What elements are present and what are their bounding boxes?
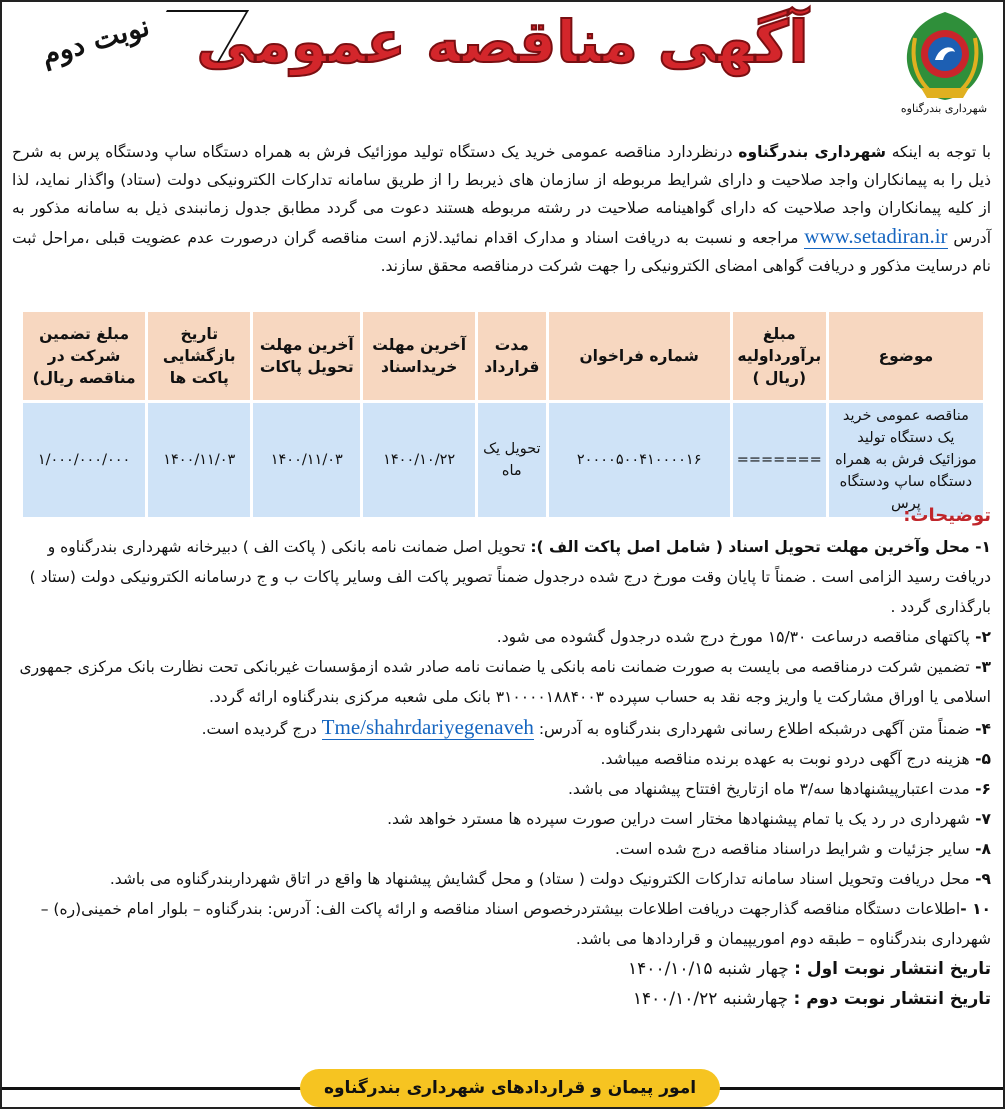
note-item: ۱- محل وآخرین مهلت تحویل اسناد ( شامل اصل پاکت الف ): تحویل اصل ضمانت نامه بانکی ( پاکت الف ) دبیرخانه شهرداری بندرگناوه و دریافت رسید الزامی است . ضمناً تا پایان وقت مورخ درج شده درجدول ضمناً تصویر پاکت الف وسایر پاکات ب و ج درسامانه الکترونیکی دولت (ستاد ) بارگذاری گردد .	[29, 538, 991, 616]
header-envelope-deadline: آخرین مهلت تحویل پاکات	[253, 312, 360, 400]
note-item: ۸- سایر جزئیات و شرایط دراسناد مناقصه درج شده است.	[614, 840, 991, 858]
note-item: ۱۰ -اطلاعات دستگاه مناقصه گذارجهت دریافت اطلاعات بیشتردرخصوص اسناد مناقصه و ارائه پاکت الف: آدرس: بندرگناوه – بلوار امام خمینی(ره) –شهرداری بندرگناوه – طبقه دوم اموریپیمان و قراردادها می باشد.	[40, 900, 991, 948]
organization-name: شهرداری بندرگناوه	[738, 143, 886, 161]
website-link[interactable]: www.setadiran.ir	[804, 224, 948, 248]
table-row	[23, 403, 983, 517]
cell-estimate: =======	[733, 403, 826, 517]
note-item: ۹- محل دریافت وتحویل اسناد سامانه تدارکات الکترونیک دولت ( ستاد) و محل گشایش پیشنهاد ها واقع در اتاق شهرداربندرگناوه می باشد.	[109, 870, 991, 888]
header-opening-date: تاریخ بازگشایی پاکت ها	[148, 312, 250, 400]
header-subject: موضوع	[829, 312, 983, 400]
cell-envelope-deadline: ۱۴۰۰/۱۱/۰۳	[253, 403, 360, 517]
note-item: ۲- پاکتهای مناقصه درساعت ۱۵/۳۰ مورخ درج شده درجدول گشوده می شود.	[496, 628, 991, 646]
note-item: ۵- هزینه درج آگهی دردو نوبت به عهده برنده مناقصه میباشد.	[600, 750, 991, 768]
tender-table	[20, 309, 986, 520]
cell-document-deadline: ۱۴۰۰/۱۰/۲۲	[363, 403, 475, 517]
cell-guarantee-amount: ۱/۰۰۰/۰۰۰/۰۰۰	[23, 403, 145, 517]
footer-banner: امور پیمان و قراردادهای شهرداری بندرگناوه	[300, 1069, 720, 1107]
note-item: ۴- ضمناً متن آگهی درشبکه اطلاع رسانی شهرداری بندرگناوه به آدرس: Tme/shahrdariyegenaveh درج گردیده است.	[201, 715, 991, 739]
telegram-link[interactable]: Tme/shahrdariyegenaveh	[321, 715, 534, 739]
note-item: ۶- مدت اعتبارپیشنهادها سه/۳ ماه ازتاریخ افتتاح پیشنهاد می باشد.	[567, 780, 991, 798]
header-estimate: مبلغ برآورداولیه (ریال )	[733, 312, 826, 400]
header-document-deadline: آخرین مهلت خریداسناد	[363, 312, 475, 400]
cell-subject: مناقصه عمومی خرید یک دستگاه تولید موزائیک فرش به همراه دستگاه ساپ ودستگاه پرس	[829, 403, 983, 517]
header-guarantee-amount: مبلغ تضمین شرکت در مناقصه ریال)	[23, 312, 145, 400]
publication-first: تاریخ انتشار نوبت اول : چهار شنبه ۱۴۰۰/۱۰/۱۵	[628, 959, 991, 979]
notes-list	[12, 532, 991, 1014]
intro-text-2: درنظردارد مناقصه عمومی خرید یک دستگاه تولید موزائیک فرش به همراه دستگاه ساپ ودستگاه پرس به شرح ذیل را به پیمانکاران واجد صلاحیت و دارای شرایط مربوطه از سازمان های ذیربط را از طریق سامانه تدارکات الکترونیکی دولت (ستاد) واگذار نماید، لذا از کلیه پیمانکاران واجد صلاحیت که دارای گواهینامه صلاحیت در رشته مربوطه هستند دعوت می گردد مطابق جدول زمانبندی ذیل به سامانه مذکور به آدرس	[12, 143, 992, 247]
notes-title: توضیحات:	[903, 505, 991, 526]
note-item: ۳- تضمین شرکت درمناقصه می بایست به صورت ضمانت نامه بانکی یا ضمانت نامه صادر شده ازمؤسسات غیربانکی تحت نظارت بانک مرکزی جمهوری اسلامی یا اوراق مشارکت یا واریز وجه نقد به حساب سپرده ۳۱۰۰۰۰۱۸۸۴۰۰۳ بانک ملی شعبه مرکزی بندرگناوه ارائه گردد.	[19, 658, 991, 706]
round-label: نوبت دوم	[37, 9, 154, 72]
intro-paragraph	[12, 138, 991, 280]
cell-contract-duration: تحویل یک ماه	[478, 403, 546, 517]
intro-text-1: با توجه به اینکه	[886, 143, 991, 161]
header-contract-duration: مدت قرارداد	[478, 312, 546, 400]
cell-opening-date: ۱۴۰۰/۱۱/۰۳	[148, 403, 250, 517]
intro-text-3: مراجعه و نسبت به دریافت اسناد و مدارک اقدام نمائید.لازم است مناقصه گران درصورت عدم عضویت قبلی ،مراحل ثبت نام درسایت مذکور و دریافت گواهی امضای الکترونیکی را جهت شرکت درمناقصه محقق سازند.	[12, 229, 991, 275]
publication-second: تاریخ انتشار نوبت دوم : چهارشنبه ۱۴۰۰/۱۰/۲۲	[632, 989, 991, 1009]
note-item: ۷- شهرداری در رد یک یا تمام پیشنهادها مختار است دراین صورت سپرده ها مسترد خواهد شد.	[387, 810, 991, 828]
notice-header	[2, 2, 1003, 130]
note-1-heading: محل وآخرین مهلت تحویل اسناد ( شامل اصل پاکت الف ):	[530, 538, 970, 556]
cell-call-number: ۲۰۰۰۰۵۰۰۴۱۰۰۰۰۱۶	[549, 403, 730, 517]
logo-caption: شهرداری بندرگناوه	[900, 102, 988, 115]
header-call-number: شماره فراخوان	[549, 312, 730, 400]
table-header-row	[23, 312, 983, 400]
page-title: آگهی مناقصه عمومی	[196, 8, 809, 76]
